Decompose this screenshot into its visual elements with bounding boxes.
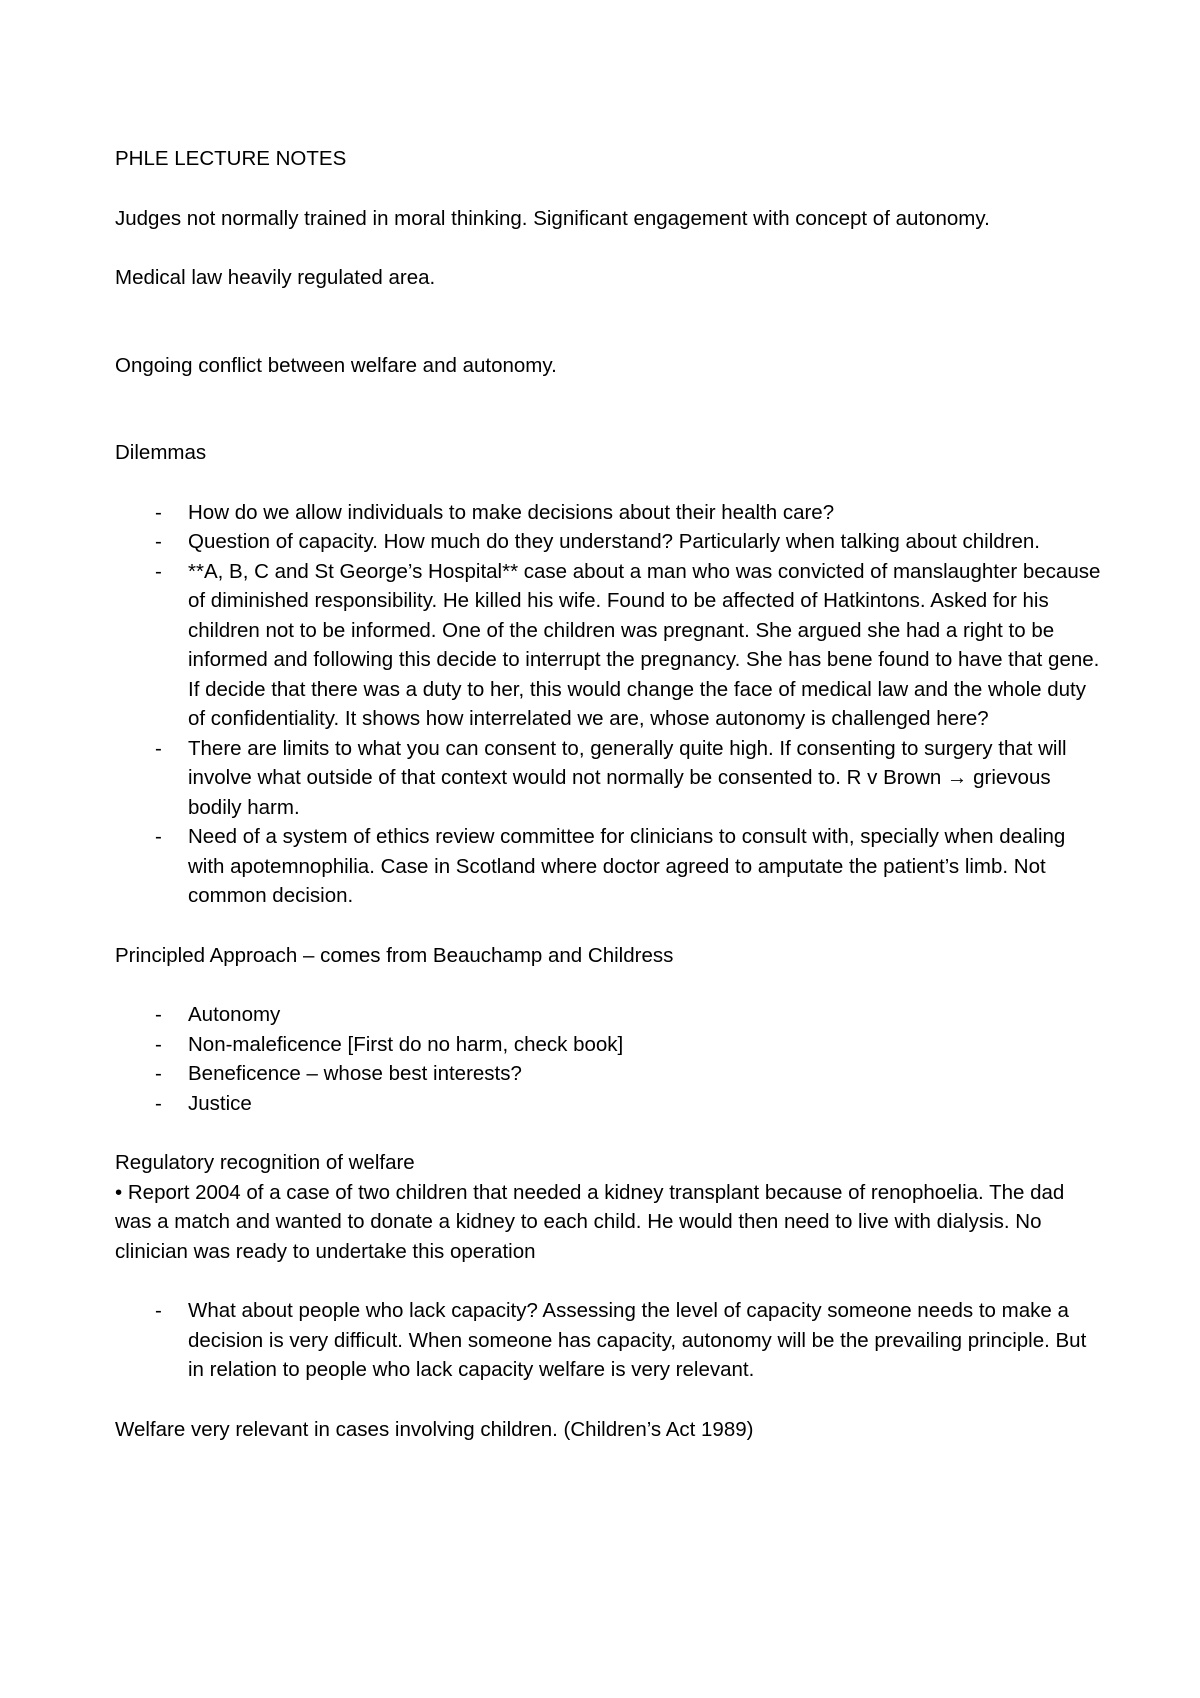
list-item: - Justice: [115, 1089, 1105, 1119]
list-item: - Non-maleficence [First do no harm, check book]: [115, 1030, 1105, 1060]
dilemmas-list: [115, 498, 1105, 911]
list-item: - Beneficence – whose best interests?: [115, 1059, 1105, 1089]
regulatory-bullet: • Report 2004 of a case of two children that needed a kidney transplant because of renophoelia. The dad was a match and wanted to donate a kidney to each child. He would then need to live with dialysis. No clinician was ready to undertake this operation: [115, 1180, 1065, 1263]
list-item: - There are limits to what you can consent to, generally quite high. If consenting to surgery that will involve what outside of that context would not normally be consented to. R v Brown → grievous bodily harm.: [115, 734, 1105, 823]
principles-list: [115, 1000, 1105, 1118]
document-body: [115, 144, 1105, 1474]
document-title: PHLE LECTURE NOTES: [115, 147, 347, 170]
intro-paragraph-1: Judges not normally trained in moral thinking. Significant engagement with concept of autonomy.: [115, 206, 990, 230]
list-item: - Autonomy: [115, 1000, 1105, 1030]
list-item: - How do we allow individuals to make decisions about their health care?: [115, 498, 1105, 528]
regulatory-section: [115, 1148, 1105, 1266]
regulatory-heading: Regulatory recognition of welfare: [115, 1151, 415, 1174]
intro-paragraph-2: Medical law heavily regulated area.: [115, 266, 436, 289]
closing-paragraph: Welfare very relevant in cases involving children. (Children’s Act 1989): [115, 1417, 754, 1441]
list-item: - What about people who lack capacity? Assessing the level of capacity someone needs to make a decision is very difficult. When someone has capacity, autonomy will be the prevailing principle. But in relation to people who lack capacity welfare is very relevant.: [115, 1296, 1105, 1385]
list-item: - Need of a system of ethics review committee for clinicians to consult with, specially when dealing with apotemnophilia. Case in Scotland where doctor agreed to amputate the patient’s limb. Not common decision.: [115, 822, 1105, 911]
regulatory-list: [115, 1296, 1105, 1385]
intro-paragraph-3: Ongoing conflict between welfare and autonomy.: [115, 353, 557, 377]
principled-approach-heading: Principled Approach – comes from Beauchamp and Childress: [115, 943, 674, 967]
dilemmas-heading: Dilemmas: [115, 441, 207, 464]
list-item: - Question of capacity. How much do they understand? Particularly when talking about children.: [115, 527, 1105, 557]
list-item: - **A, B, C and St George’s Hospital** case about a man who was convicted of manslaughter because of diminished responsibility. He killed his wife. Found to be affected of Hatkintons. Asked for his children not to be informed. One of the children was pregnant. She argued she had a right to be informed and following this decide to interrupt the pregnancy. She has bene found to have that gene. If decide that there was a duty to her, this would change the face of medical law and the whole duty of confidentiality. It shows how interrelated we are, whose autonomy is challenged here?: [115, 557, 1105, 734]
